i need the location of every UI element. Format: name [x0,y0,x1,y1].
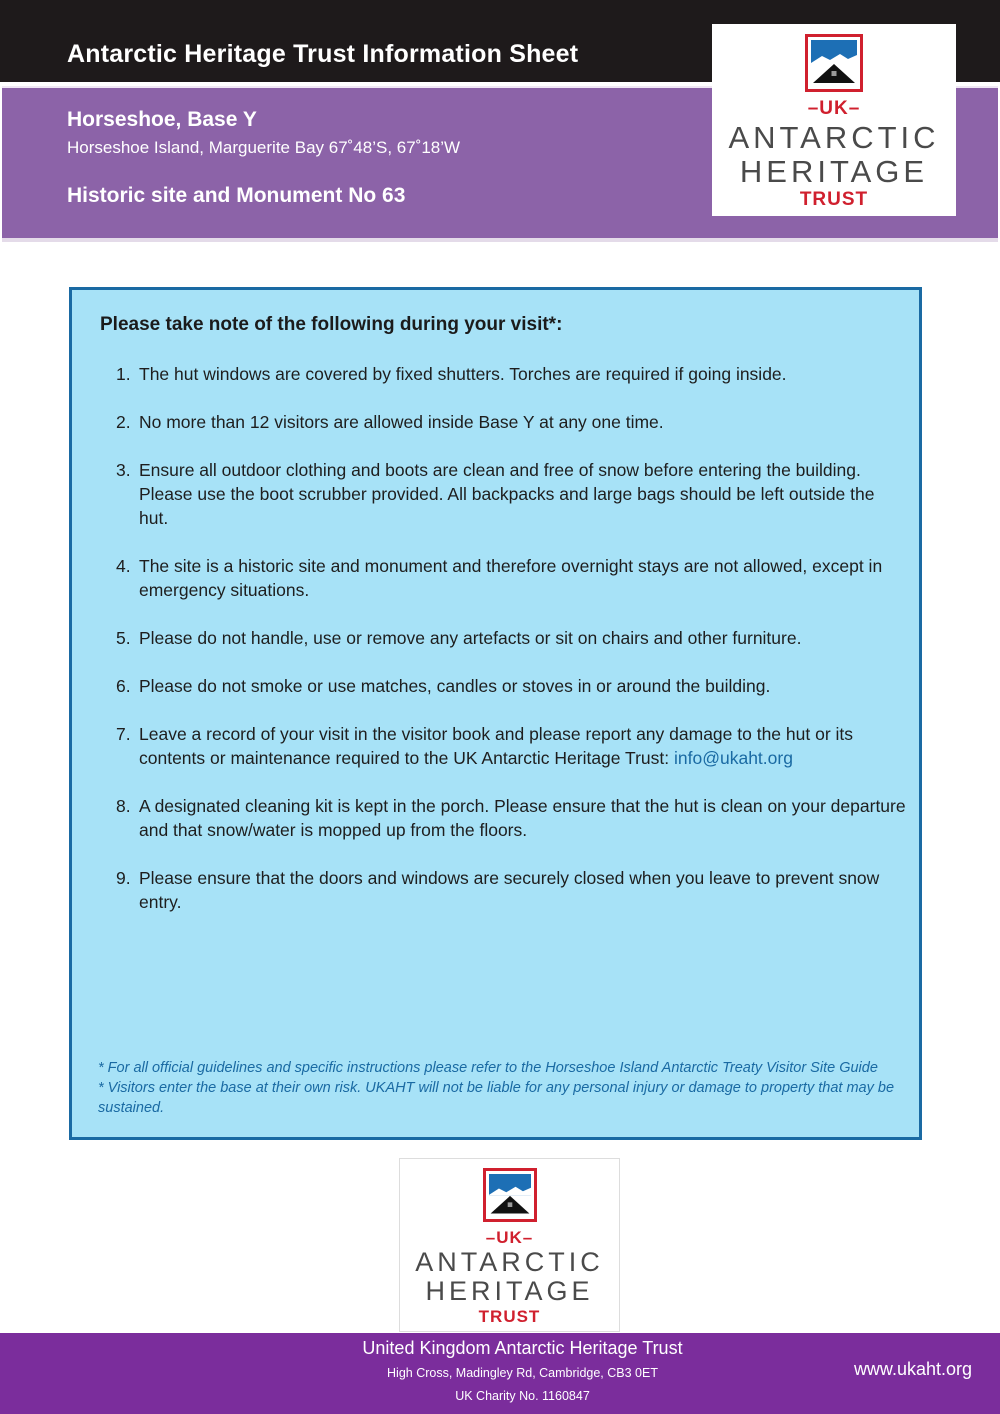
site-name: Horseshoe, Base Y [67,108,257,131]
rule-item: 1. The hut windows are covered by fixed shutters. Torches are required if going inside. [116,364,787,384]
visitor-notice-box [69,287,922,1140]
logo-uk-text: –UK– [485,1228,534,1247]
footnotes [98,1058,898,1118]
hut-emblem-icon [483,1168,537,1222]
contact-email-link[interactable]: info@ukaht.org [674,748,793,768]
logo-antarctic-text: ANTARCTIC [728,120,940,155]
notice-heading: Please take note of the following during your visit*: [100,314,563,335]
rule-item: 3. Ensure all outdoor clothing and boots are clean and free of snow before entering the building. Please use the boot scrubber provided. All backpacks and large bags should be left outside the hut. [116,460,875,528]
rule-item: 7. Leave a record of your visit in the visitor book and please report any damage to the hut or its contents or maintenance required to the UK Antarctic Heritage Trust: info@ukaht.org [116,724,854,768]
site-designation: Historic site and Monument No 63 [67,184,406,207]
logo-trust-text: TRUST [799,189,869,210]
ukaht-logo-header [712,24,956,216]
logo-trust-text: TRUST [478,1307,541,1326]
rule-item: 4. The site is a historic site and monument and therefore overnight stays are not allowed, except in emergency situations. [116,556,883,600]
document-title: Antarctic Heritage Trust Information Sheet [67,40,579,68]
ukaht-logo-footer [399,1158,620,1332]
charity-number: UK Charity No. 1160847 [455,1389,590,1403]
site-location: Horseshoe Island, Marguerite Bay 67˚48’S, 67˚18’W [67,138,461,157]
logo-heritage-text: HERITAGE [425,1276,594,1306]
logo-heritage-text: HERITAGE [739,154,929,189]
website-link[interactable]: www.ukaht.org [853,1359,972,1379]
footnote-guidelines: * For all official guidelines and specific instructions please refer to the Horseshoe Island Antarctic Treaty Visitor Site Guide [98,1060,878,1076]
rule-item: 5. Please do not handle, use or remove any artefacts or sit on chairs and other furniture. [116,628,802,648]
hut-emblem-icon [805,34,863,92]
footer-bar [0,1333,1000,1414]
footnote-liability: * Visitors enter the base at their own risk. UKAHT will not be liable for any personal injury or damage to property that may be sustained. [98,1080,895,1116]
org-address: High Cross, Madingley Rd, Cambridge, CB3 0ET [387,1366,658,1380]
rule-item: 2. No more than 12 visitors are allowed inside Base Y at any one time. [116,412,664,432]
logo-antarctic-text: ANTARCTIC [415,1247,604,1277]
org-name: United Kingdom Antarctic Heritage Trust [362,1338,683,1358]
logo-uk-text: –UK– [807,98,861,119]
rule-item: 9. Please ensure that the doors and windows are securely closed when you leave to prevent snow entry. [116,868,880,912]
rules-list [116,362,906,938]
rule-item: 6. Please do not smoke or use matches, candles or stoves in or around the building. [116,676,771,696]
rule-item: 8. A designated cleaning kit is kept in the porch. Please ensure that the hut is clean on your departure and that snow/water is mopped up from the floors. [116,796,906,840]
